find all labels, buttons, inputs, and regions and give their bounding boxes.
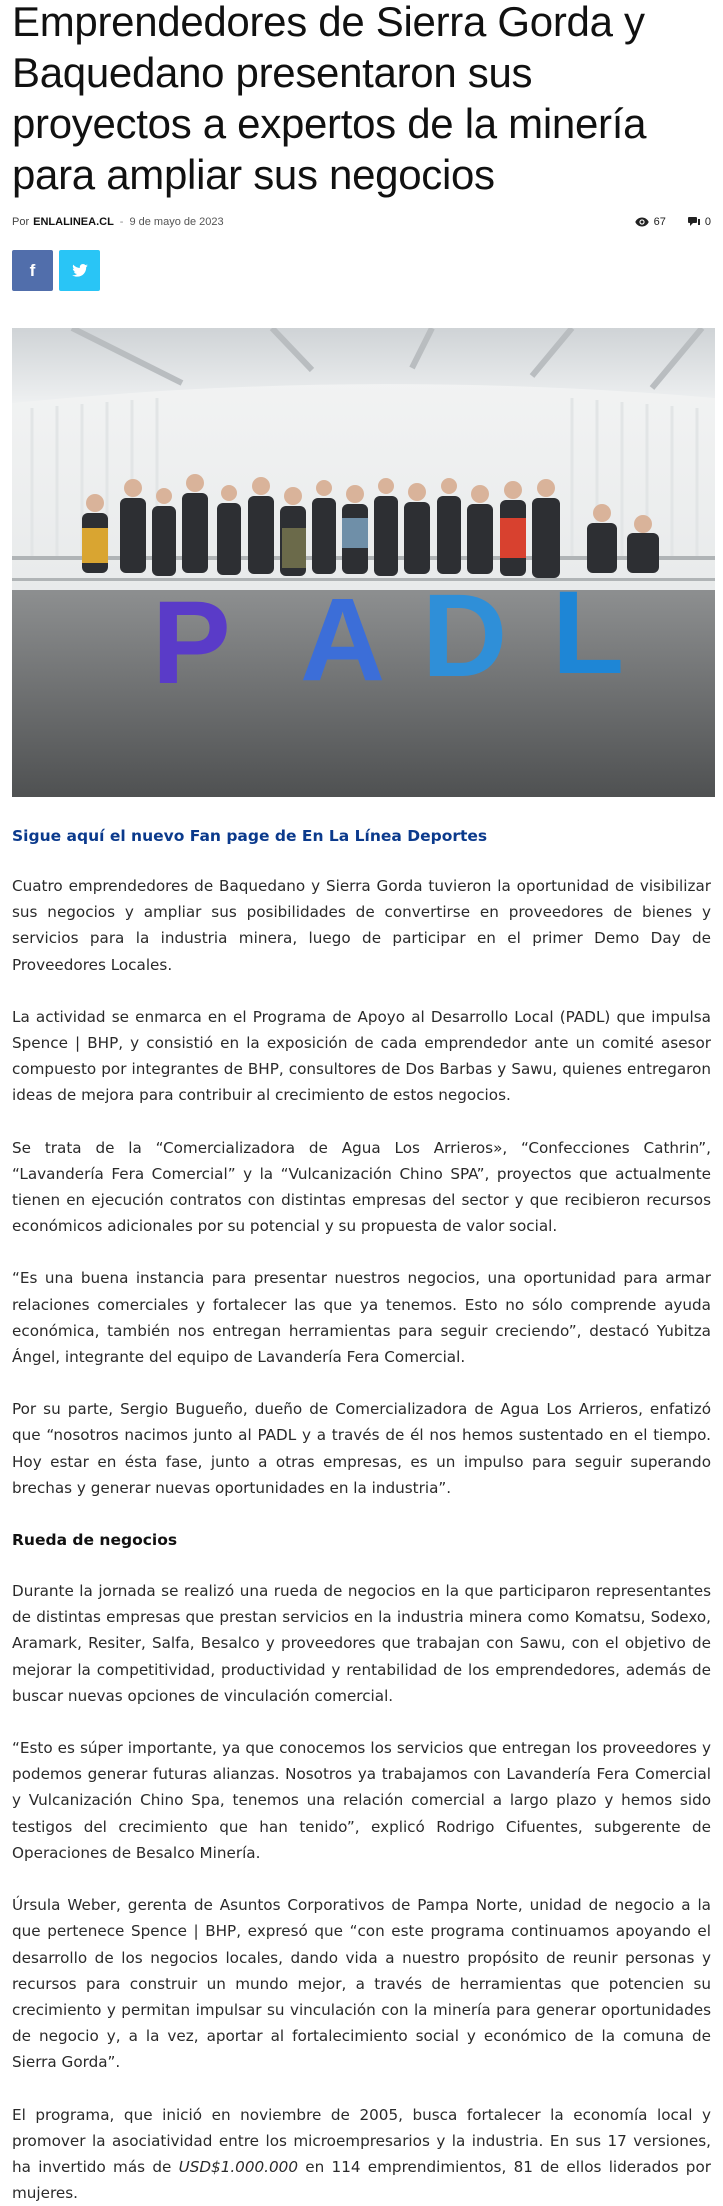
meta-separator: - [119,216,124,228]
comment-icon [688,217,700,227]
paragraph-last [12,2102,711,2206]
facebook-icon: f [29,260,36,280]
author-link[interactable]: ENLALINEA.CL [33,216,114,228]
by-label: Por [12,216,30,228]
publish-date: 9 de mayo de 2023 [129,216,224,228]
eye-icon [635,217,649,227]
paragraph: La actividad se enmarca en el Programa de Apoyo al Desarrollo Local (PADL) que impulsa Spence | BHP, y consistió en la exposición de cada emprendedor ante un comité asesor compuesto por integrantes de BHP, consultores de Dos Barbas y Sawu, quienes entregaron ideas de mejora para contribuir al crecimiento de estos negocios. [12,1007,711,1105]
share-buttons [12,250,711,291]
paragraph: Se trata de la “Comercializadora de Agua Los Arrieros», “Confecciones Cathrin”, “Lavandería Fera Comercial” y la “Vulcanización Chino SPA”, proyectos que actualmente tienen en ejecución contratos con distintas empresas del sector y que recibieron recursos económicos adicionales por su potencial y su propuesta de valor social. [12,1138,711,1236]
paragraph: “Es una buena instancia para presentar nuestros negocios, una oportunidad para armar relaciones comerciales y fortalecer las que ya tenemos. Esto no sólo comprende ayuda económica, también nos entregan herramientas para seguir creciendo”, destacó Yubitza Ángel, integrante del equipo de Lavandería Fera Comercial. [12,1269,711,1367]
comments-counter[interactable] [688,216,711,228]
meta-stats [635,216,711,228]
article-title: Emprendedores de Sierra Gorda y Baquedano presentaron sus proyectos a expertos de la minería para ampliar sus negocios [12,0,647,198]
paragraph: “Esto es súper importante, ya que conocemos los servicios que entregan los proveedores y podemos generar futuras alianzas. Nosotros ya trabajamos con Lavandería Fera Comercial y Vulcanización Chino Spa, tenemos una relación comercial a largo plazo y hemos sido testigos del crecimiento que han tenido”, explicó Rodrigo Cifuentes, subgerente de Operaciones de Besalco Minería. [12,1739,711,1862]
twitter-share-button[interactable] [59,250,100,291]
article-body [12,873,711,2206]
paragraph: Por su parte, Sergio Bugueño, dueño de Comercializadora de Agua Los Arrieros, enfatizó que “nosotros nacimos junto al PADL y a través de él nos hemos sustentado en el tiempo. Hoy estar en ésta fase, junto a otras empresas, es un impulso para seguir superando brechas y generar nuevas oportunidades en la industria”. [12,1400,711,1497]
article-meta [12,212,711,232]
views-count: 67 [653,216,666,228]
comments-count: 0 [704,216,711,228]
hero-letter-d: D [422,570,508,702]
paragraph: Úrsula Weber, gerenta de Asuntos Corporativos de Pampa Norte, unidad de negocio a la que pertenece Spence | BHP, expresó que “con este programa continuamos apoyando el desarrollo de los negocios locales, dando vida a nuestro propósito de reunir personas y recursos para construir un mundo mejor, a través de herramientas que potencien su crecimiento y permitan impulsar su vinculación con la minería para generar oportunidades de negocio y, a la vez, aportar al fortalecimiento social y económico de la comuna de Sierra Gorda”. [12,1896,711,2072]
hero-letter-p: P [152,577,231,709]
section-heading: Rueda de negocios [12,1531,178,1550]
paragraph: Durante la jornada se realizó una rueda de negocios en la que participaron representantes de distintas empresas que prestan servicios en la industria minera como Komatsu, Sodexo, Aramark, Resiter, Salfa, Besalco y proveedores que trabajan con Sawu, con el objetivo de mejorar la competitividad, productividad y rentabilidad de los emprendedores, además de buscar nuevas opciones de vinculación comercial. [12,1582,711,1705]
paragraph: Cuatro emprendedores de Baquedano y Sierra Gorda tuvieron la oportunidad de visibilizar sus negocios y ampliar sus posibilidades de convertirse en proveedores de bienes y servicios para la industria minera, luego de participar en el primer Demo Day de Proveedores Locales. [12,877,711,974]
text-segment: en 114 emprendimientos, 81 de ellos liderados por mujeres. [12,2157,711,2203]
twitter-icon [72,264,88,277]
fan-page-link[interactable]: Sigue aquí el nuevo Fan page de En La Línea Deportes [12,827,488,845]
hero-photo [12,328,715,797]
hero-letter-l: L [552,567,625,699]
views-counter [635,216,666,228]
facebook-share-button[interactable] [12,250,53,291]
text-segment: El programa, que inició en noviembre de 2005, busca fortalecer la economía local y promover la asociatividad entre los microempresarios y la industria. En sus 17 versiones, ha invertido más de [12,2105,711,2176]
investment-amount: USD$1.000.000 [178,2157,298,2176]
hero-letter-a: A [300,574,386,706]
